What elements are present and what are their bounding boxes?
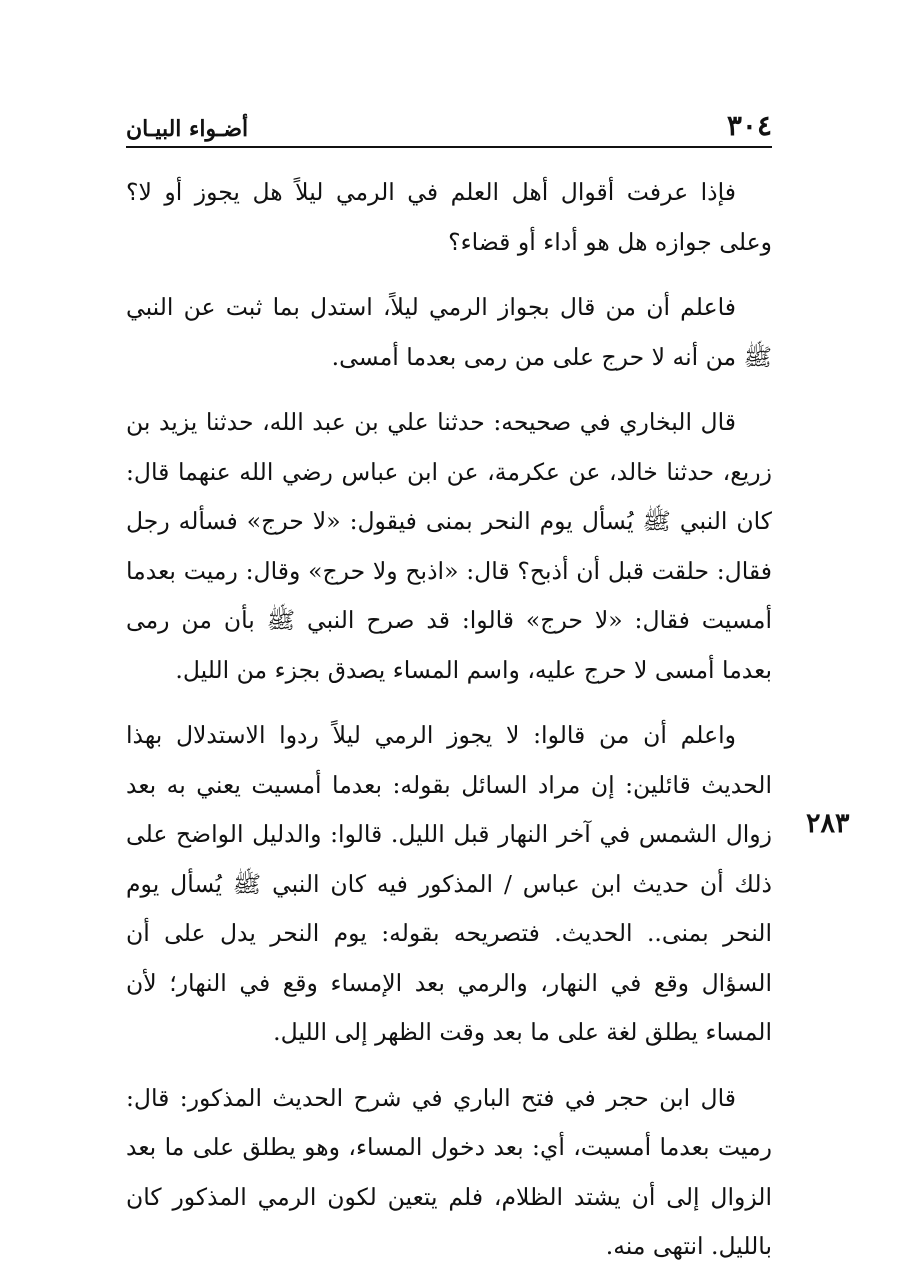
paragraph: فاعلم أن من قال بجواز الرمي ليلاً، استدل بما ثبت عن النبي ﷺ من أنه لا حرج على من رمى بعدما أمسى. xyxy=(126,293,772,371)
paragraph: واعلم أن من قالوا: لا يجوز الرمي ليلاً ردوا الاستدلال بهذا الحديث قائلين: إن مراد السائل بقوله: بعدما أمسيت يعني به بعد زوال الشمس في آخر النهار قبل الليل. قالوا: والدليل الواضح على ذلك أن حديث ابن عباس / المذكور فيه كان النبي ﷺ يُسأل يوم النحر بمنى.. الحديث. فتصريحه بقوله: يوم النحر يدل على أن السؤال وقع في النهار، والرمي بعد الإمساء وقع في النهار؛ لأن المساء يطلق لغة على ما بعد وقت الظهر إلى الليل. xyxy=(126,721,772,1046)
paragraph: قال البخاري في صحيحه: حدثنا علي بن عبد الله، حدثنا يزيد بن زريع، حدثنا خالد، عن عكرمة، عن ابن عباس رضي الله عنهما قال: كان النبي ﷺ يُسأل يوم النحر بمنى فيقول: «لا حرج» فسأله رجل فقال: حلقت قبل أن أذبح؟ قال: «اذبح ولا حرج» وقال: رميت بعدما أمسيت فقال: «لا حرج» قالوا: قد صرح النبي ﷺ بأن من رمى بعدما أمسى لا حرج عليه، واسم المساء يصدق بجزء من الليل. xyxy=(126,408,772,684)
paragraph: فإذا عرفت أقوال أهل العلم في الرمي ليلاً هل يجوز أو لا؟ وعلى جوازه هل هو أداء أو قضاء؟ xyxy=(126,178,772,256)
page-body xyxy=(126,168,772,1288)
margin-page-reference: ٢٨٣ xyxy=(806,808,850,839)
paragraph: قال ابن حجر في فتح الباري في شرح الحديث المذكور: قال: رميت بعدما أمسيت، أي: بعد دخول المساء، وهو يطلق على ما بعد الزوال إلى أن يشتد الظلام، فلم يتعين لكون الرمي المذكور كان بالليل. انتهى منه. xyxy=(126,1083,772,1260)
page-header xyxy=(126,108,772,148)
page-number: ٣٠٤ xyxy=(726,109,772,142)
running-title: أضـواء البيـان xyxy=(126,116,249,142)
